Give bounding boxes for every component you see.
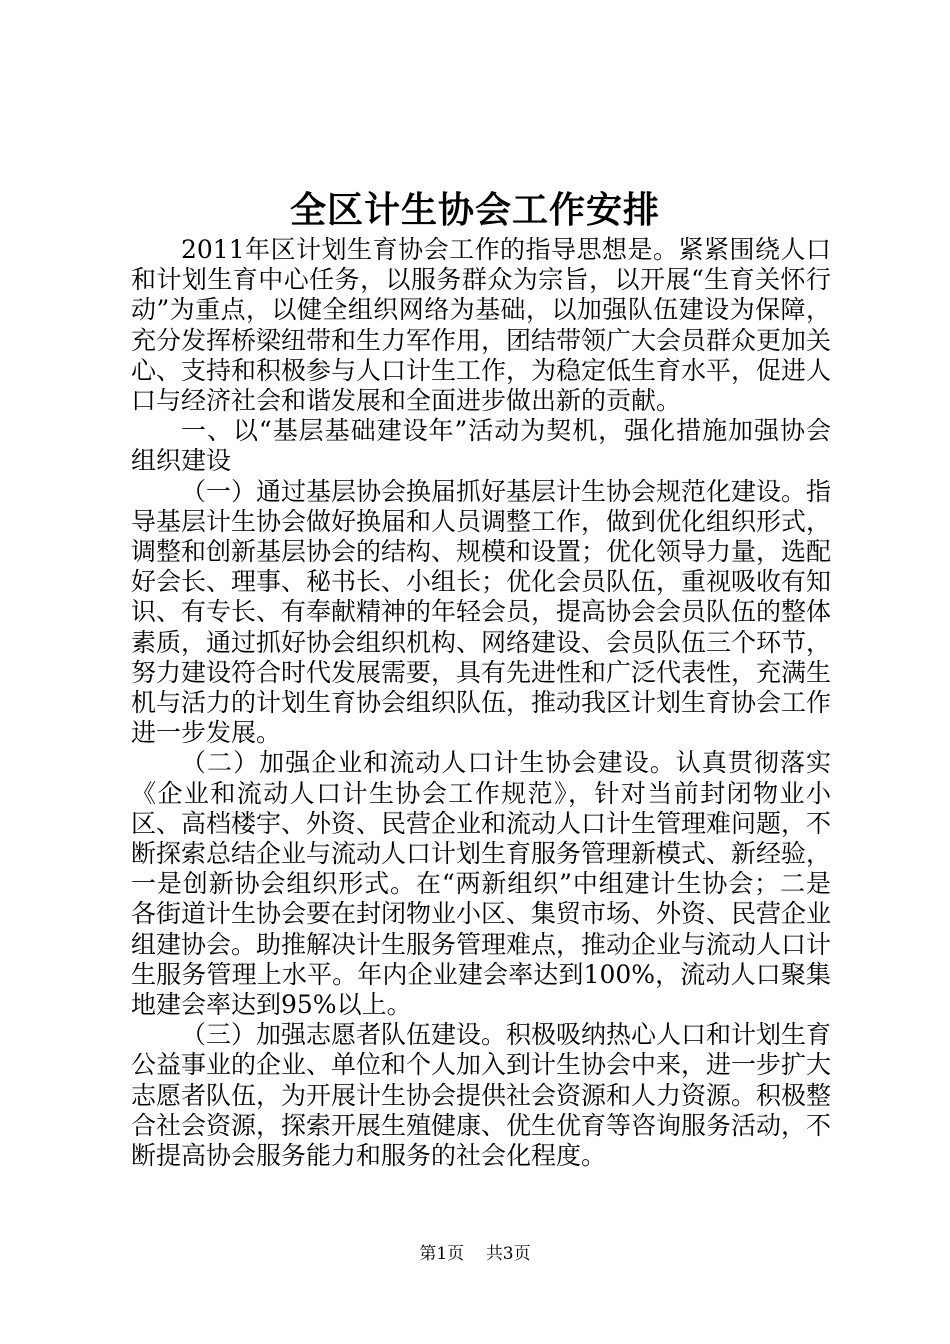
paragraph-item-2: （二）加强企业和流动人口计生协会建设。认真贯彻落实《企业和流动人口计生协会工作规范》，针对当前封闭物业小区、高档楼宇、外资、民营企业和流动人口计生管理难问题，不断探索总结企业与流动人口计划生育服务管理新模式、新经验，一是创新协会组织形式。在“两新组织”中组建计生协会；二是各街道计生协会要在封闭物业小区、集贸市场、外资、民营企业组建协会。助推解决计生服务管理难点，推动企业与流动人口计生服务管理上水平。年内企业建会率达到100%，流动人口聚集地建会率达到95%以上。 — [131, 748, 832, 1020]
document-body — [131, 235, 831, 1171]
paragraph-guiding-ideology: 2011年区计划生育协会工作的指导思想是。紧紧围绕人口和计划生育中心任务，以服务群众为宗旨，以开展“生育关怀行动”为重点，以健全组织网络为基础，以加强队伍建设为保障，充分发挥桥梁纽带和生力军作用，团结带领广大会员群众更加关心、支持和积极参与人口计生工作，为稳定低生育水平，促进人口与经济社会和谐发展和全面进步做出新的贡献。 — [131, 235, 832, 416]
paragraph-item-3: （三）加强志愿者队伍建设。积极吸纳热心人口和计划生育公益事业的企业、单位和个人加入到计生协会中来，进一步扩大志愿者队伍，为开展计生协会提供社会资源和人力资源。积极整合社会资源，探索开展生殖健康、优生优育等咨询服务活动，不断提高协会服务能力和服务的社会化程度。 — [131, 1020, 832, 1171]
footer-separator — [470, 1244, 481, 1264]
page-number-current: 第1页 — [419, 1244, 465, 1264]
section-heading-1: 一、以“基层基础建设年”活动为契机，强化措施加强协会组织建设 — [131, 416, 831, 476]
page-title: 全区计生协会工作安排 — [289, 189, 660, 231]
page-footer — [0, 1242, 950, 1266]
page-number-total: 共3页 — [485, 1244, 531, 1264]
paragraph-item-1: （一）通过基层协会换届抓好基层计生协会规范化建设。指导基层计生协会做好换届和人员调整工作，做到优化组织形式，调整和创新基层协会的结构、规模和设置；优化领导力量，选配好会长、理事、秘书长、小组长；优化会员队伍，重视吸收有知识、有专长、有奉献精神的年轻会员，提高协会会员队伍的整体素质，通过抓好协会组织机构、网络建设、会员队伍三个环节，努力建设符合时代发展需要，具有先进性和广泛代表性，充满生机与活力的计划生育协会组织队伍，推动我区计划生育协会工作进一步发展。 — [131, 476, 832, 748]
